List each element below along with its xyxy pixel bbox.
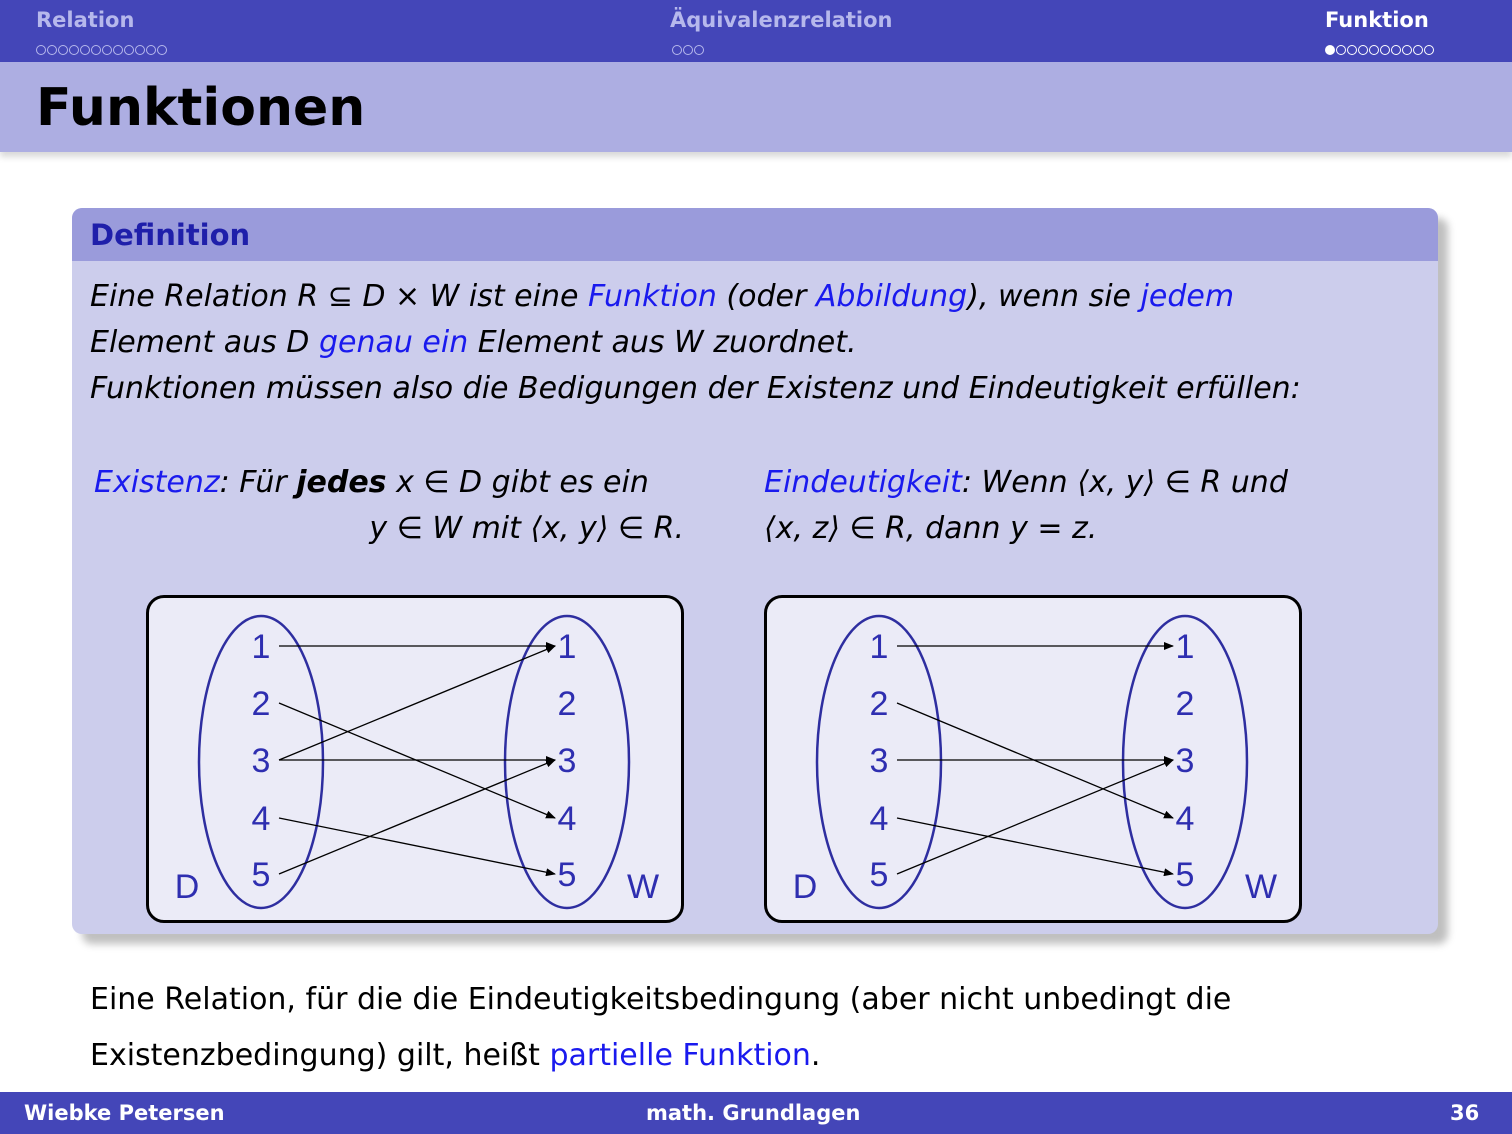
domain-element: 1 [251,628,271,666]
nav-section-aequivalenzrelation[interactable]: Äquivalenzrelation [670,8,893,32]
nav-dot[interactable] [135,45,145,55]
nav-dot[interactable] [1391,45,1401,55]
definition-line-1 [90,274,1301,320]
range-label: W [1244,868,1278,906]
mapping-arrow [279,818,555,874]
text-fragment: . [810,1038,821,1073]
footer-bar [0,1092,1512,1134]
definition-block [72,208,1438,934]
definition-text [90,274,1301,412]
note-line-1: Eine Relation, für die die Eindeutigkeitsbedingung (aber nicht unbedingt die [90,982,1232,1017]
nav-dot[interactable] [1325,45,1335,55]
range-element: 2 [557,685,577,723]
nav-dot[interactable] [113,45,123,55]
term-genau-ein: genau ein [318,325,469,360]
domain-element: 5 [869,856,889,894]
domain-element: 2 [869,685,889,723]
nav-dot[interactable] [58,45,68,55]
term-jedes: jedes [296,465,387,500]
existenz-condition [94,460,684,552]
nav-dot[interactable] [1369,45,1379,55]
nav-dot[interactable] [1402,45,1412,55]
nav-dot[interactable] [683,45,693,55]
mapping-diagram-svg [767,598,1299,920]
nav-dot[interactable] [146,45,156,55]
note-line-2 [90,1028,1231,1084]
mapping-arrow [279,646,555,760]
nav-dot[interactable] [157,45,167,55]
slide-title: Funktionen [36,78,366,138]
eindeutigkeit-line-1 [764,460,1288,506]
nav-dot[interactable] [80,45,90,55]
range-element: 4 [557,800,577,838]
definition-title: Definition [90,218,251,252]
domain-element: 2 [251,685,271,723]
text-fragment: Existenzbedingung) gilt, heißt [90,1038,550,1073]
existenz-diagram [146,595,684,923]
nav-dot[interactable] [36,45,46,55]
existenz-line-2: y ∈ W mit ⟨x, y⟩ ∈ R. [369,511,684,546]
nav-dot[interactable] [124,45,134,55]
nav-dot[interactable] [1424,45,1434,55]
nav-dot[interactable] [694,45,704,55]
nav-dot[interactable] [1413,45,1423,55]
nav-dots-aequivalenzrelation[interactable] [672,40,705,54]
term-funktion: Funktion [587,279,717,314]
text-fragment: Eine Relation R ⊆ D × W ist eine [90,279,588,314]
range-element: 1 [557,628,577,666]
definition-block-header [72,208,1438,261]
text-fragment: x ∈ D gibt es ein [386,465,649,500]
title-bar [0,62,1512,152]
footer-title: math. Grundlagen [646,1101,861,1125]
nav-dot[interactable] [69,45,79,55]
definition-line-2 [90,320,1301,366]
text-fragment: ), wenn sie [967,279,1141,314]
definition-line-3: Funktionen müssen also die Bedigungen der Existenz und Eindeutigkeit erfüllen: [90,371,1301,406]
nav-section-funktion[interactable]: Funktion [1325,8,1429,32]
footer-author: Wiebke Petersen [24,1101,225,1125]
text-fragment: Element aus W zuordnet. [468,325,857,360]
existenz-line-1 [94,460,684,506]
domain-label: D [792,868,818,906]
eindeutigkeit-diagram [764,595,1302,923]
nav-dot[interactable] [47,45,57,55]
footer-page-number[interactable]: 36 [1450,1101,1480,1125]
domain-element: 5 [251,856,271,894]
nav-dots-funktion[interactable] [1325,40,1435,54]
nav-dot[interactable] [91,45,101,55]
mapping-arrow [279,760,555,874]
nav-dot[interactable] [1380,45,1390,55]
domain-label: D [174,868,200,906]
nav-dots-relation[interactable] [36,40,168,54]
nav-dot[interactable] [1358,45,1368,55]
domain-element: 4 [251,800,271,838]
text-fragment: (oder [716,279,816,314]
partial-function-note [90,972,1231,1084]
domain-element: 3 [251,742,271,780]
term-jedem: jedem [1140,279,1235,314]
eindeutigkeit-line-2: ⟨x, z⟩ ∈ R, dann y = z. [764,511,1098,546]
nav-section-relation[interactable]: Relation [36,8,135,32]
term-abbildung: Abbildung [815,279,968,314]
text-fragment: : Für [219,465,297,500]
mapping-arrow [897,818,1173,874]
text-fragment: Element aus D [90,325,319,360]
domain-element: 1 [869,628,889,666]
nav-dot[interactable] [1336,45,1346,55]
eindeutigkeit-condition [764,460,1288,552]
domain-element: 4 [869,800,889,838]
mapping-arrow [897,760,1173,874]
range-element: 4 [1175,800,1195,838]
range-element: 5 [557,856,577,894]
mapping-diagram-svg [149,598,681,920]
range-element: 3 [557,742,577,780]
range-element: 2 [1175,685,1195,723]
range-element: 1 [1175,628,1195,666]
range-element: 5 [1175,856,1195,894]
nav-dot[interactable] [672,45,682,55]
range-label: W [626,868,660,906]
term-partielle-funktion: partielle Funktion [549,1038,811,1073]
term-existenz: Existenz [94,465,220,500]
term-eindeutigkeit: Eindeutigkeit [764,465,962,500]
nav-dot[interactable] [102,45,112,55]
nav-dot[interactable] [1347,45,1357,55]
text-fragment: : Wenn ⟨x, y⟩ ∈ R und [961,465,1288,500]
section-navigation [0,0,1512,62]
domain-element: 3 [869,742,889,780]
range-element: 3 [1175,742,1195,780]
